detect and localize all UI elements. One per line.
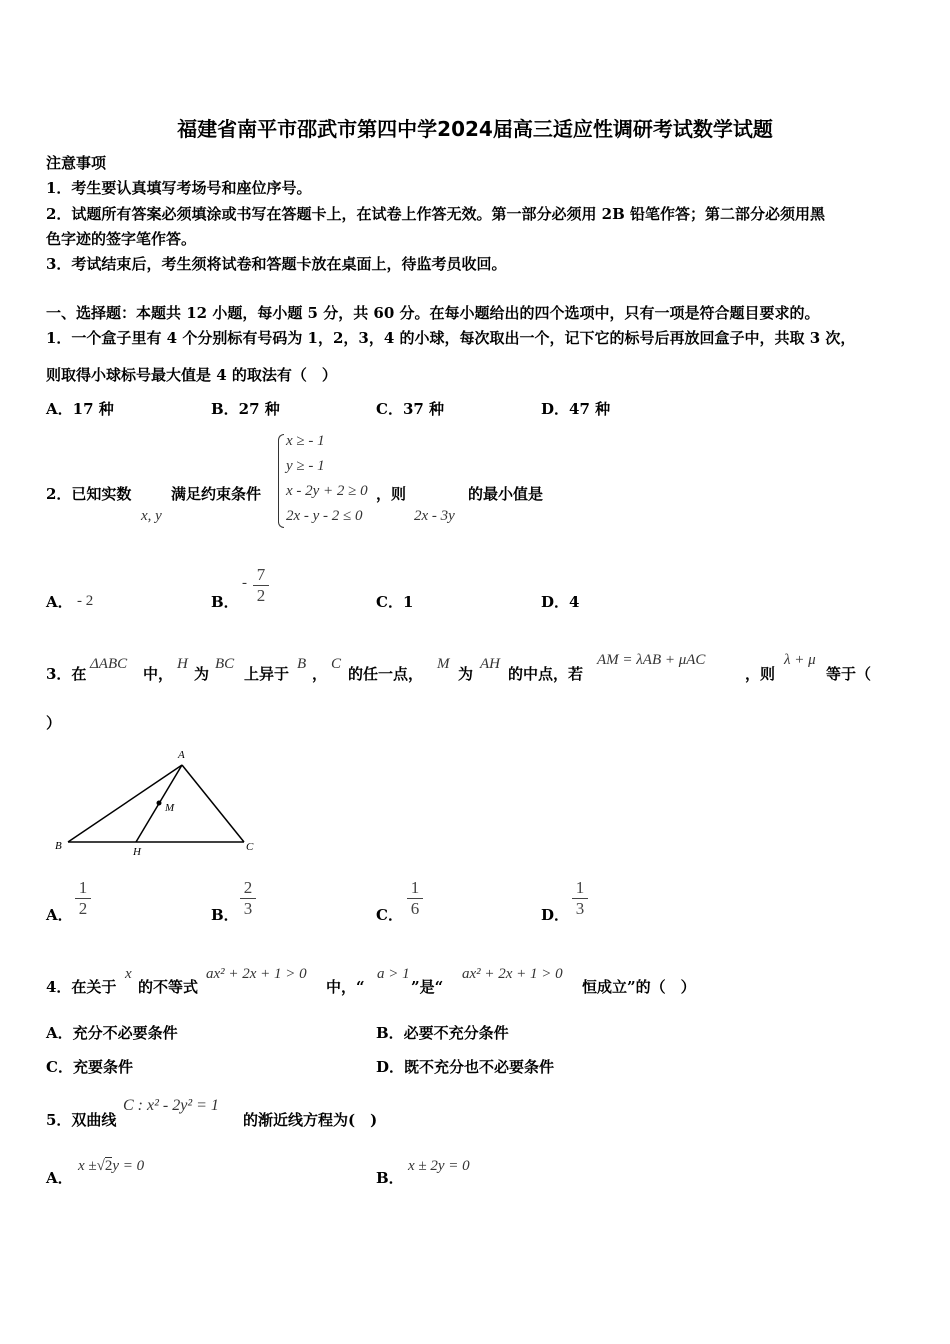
notice-item: 色字迹的签字笔作答。: [46, 230, 197, 248]
q3-option-c-label: C．: [376, 906, 403, 924]
fraction-denominator: 3: [575, 899, 585, 918]
system-brace: [278, 434, 284, 528]
q1-option-a: A．17 种: [46, 400, 114, 418]
label-m: M: [165, 802, 175, 814]
q2-text: ，则: [376, 485, 407, 503]
q5-option-a-radicand: 2: [104, 1158, 113, 1174]
q4-inequality: ax² + 2x + 1 > 0: [206, 966, 307, 982]
q5-text: 的渐近线方程为( ): [243, 1111, 378, 1129]
fraction-denominator: 2: [78, 899, 88, 918]
q2-text: 2．已知实数: [46, 485, 132, 503]
fraction-numerator: 1: [575, 878, 585, 897]
triangle-figure: [50, 745, 270, 860]
q4-option-a: A．充分不必要条件: [46, 1024, 178, 1042]
q3-seg-ah: AH: [480, 656, 500, 672]
q2-text: 满足约束条件: [171, 485, 262, 503]
notice-item: 1．考生要认真填写考场号和座位序号。: [46, 179, 312, 197]
q3-lambda-mu: λ + μ: [784, 652, 816, 668]
fraction-numerator: 2: [243, 878, 253, 897]
section-heading: 一、选择题：本题共 12 小题，每小题 5 分，共 60 分。在每小题给出的四个选项中，只有一项是符合题目要求的。: [46, 304, 820, 322]
notice-item: 3．考试结束后，考生须将试卷和答题卡放在桌面上，待监考员收回。: [46, 255, 507, 273]
point-m: [157, 801, 162, 806]
q3-option-a-label: A．: [46, 906, 73, 924]
q1-option-b: B．27 种: [211, 400, 280, 418]
q1-stem-cont: 则取得小球标号最大值是 4 的取法有（ ）: [46, 366, 337, 384]
q5-option-a-pre: x ±: [78, 1158, 97, 1174]
q5-option-a-label: A．: [46, 1169, 73, 1187]
fraction-numerator: 1: [410, 878, 420, 897]
q3-text: 3．在: [46, 665, 87, 683]
label-h: H: [133, 846, 141, 858]
q3-option-c-fraction: [404, 878, 426, 919]
q3-option-d-fraction: [569, 878, 591, 919]
q3-text: ，: [312, 665, 328, 683]
q3-option-b-label: B．: [211, 906, 239, 924]
q3-text: 中，: [143, 665, 174, 683]
sqrt-icon: √: [96, 1158, 105, 1174]
q4-option-b: B．必要不充分条件: [376, 1024, 509, 1042]
q2-constraint: x - 2y + 2 ≥ 0: [286, 483, 368, 499]
q5-hyperbola: C : x² - 2y² = 1: [123, 1097, 219, 1114]
q4-text: ”是“: [411, 978, 444, 996]
q3-seg-bc: BC: [215, 656, 235, 672]
label-b: B: [55, 840, 62, 852]
notice-item: 2．试题所有答案必须填涂或书写在答题卡上，在试卷上作答无效。第一部分必须用 2B 铅笔作答；第二部分必须用黑: [46, 205, 826, 223]
q2-objective: 2x - 3y: [414, 508, 455, 524]
q2-constraint: y ≥ - 1: [286, 458, 325, 474]
q3-text: 上异于: [244, 665, 290, 683]
q3-text: ，则: [745, 665, 776, 683]
fraction-denominator: 3: [243, 899, 253, 918]
fraction-denominator: 2: [256, 586, 266, 605]
q5-option-a-value: [78, 1158, 144, 1175]
q3-var-b: B: [297, 656, 307, 672]
q3-text: 为: [194, 665, 210, 683]
q2-option-b-sign: -: [242, 575, 247, 591]
q2-text: 的最小值是: [468, 485, 544, 503]
q2-constraint: 2x - y - 2 ≤ 0: [286, 508, 363, 524]
q2-option-c: C．1: [376, 593, 414, 611]
q3-option-d-label: D．: [541, 906, 570, 924]
q2-option-d: D．4: [541, 593, 580, 611]
q1-option-d: D．47 种: [541, 400, 611, 418]
q2-option-a-value: - 2: [77, 593, 94, 609]
label-c: C: [246, 841, 254, 853]
q2-option-a-label: A．: [46, 593, 73, 611]
q5-option-b-value: x ± 2y = 0: [408, 1158, 470, 1174]
q4-text: 4．在关于: [46, 978, 117, 996]
q4-text: 的不等式: [138, 978, 199, 996]
notice-heading: 注意事项: [46, 154, 107, 172]
q4-inequality: ax² + 2x + 1 > 0: [462, 966, 563, 982]
q1-stem: 1．一个盒子里有 4 个分别标有号码为 1，2，3，4 的小球，每次取出一个，记下它的标号后再放回盒子中，共取 3 次，: [46, 329, 856, 347]
q4-option-d: D．既不充分也不必要条件: [376, 1058, 555, 1076]
side-ac: [182, 765, 244, 842]
q4-condition: a > 1: [377, 966, 410, 982]
q3-text: 的任一点，: [348, 665, 424, 683]
fraction-denominator: 6: [410, 899, 420, 918]
q2-option-b-label: B．: [211, 593, 239, 611]
q3-option-b-fraction: [237, 878, 259, 919]
q3-option-a-fraction: [72, 878, 94, 919]
q3-var-h: H: [177, 656, 188, 672]
page-title: 福建省南平市邵武市第四中学2024届高三适应性调研考试数学试题: [177, 117, 773, 141]
q2-vars: x, y: [141, 508, 162, 524]
q5-text: 5．双曲线: [46, 1111, 117, 1129]
q4-var-x: x: [125, 966, 132, 982]
label-a: A: [178, 749, 185, 761]
q4-text: 恒成立”的（ ）: [582, 978, 696, 996]
q3-text: 等于（: [826, 665, 872, 683]
q3-text: ）: [46, 714, 62, 732]
q2-constraint: x ≥ - 1: [286, 433, 325, 449]
q5-option-b-label: B．: [376, 1169, 404, 1187]
q3-var-m: M: [437, 656, 450, 672]
fraction-numerator: 7: [256, 565, 266, 584]
q2-option-b-fraction: [250, 565, 272, 606]
q1-option-c: C．37 种: [376, 400, 445, 418]
q3-vector-equation: AM = λAB + μAC: [597, 652, 706, 668]
q4-option-c: C．充要条件: [46, 1058, 133, 1076]
q3-triangle: ΔABC: [90, 656, 128, 672]
q3-var-c: C: [331, 656, 342, 672]
q3-text: 的中点，若: [508, 665, 584, 683]
q5-option-a-post: y = 0: [112, 1158, 145, 1174]
q4-text: 中，“: [326, 978, 365, 996]
q3-text: 为: [458, 665, 474, 683]
fraction-numerator: 1: [78, 878, 88, 897]
